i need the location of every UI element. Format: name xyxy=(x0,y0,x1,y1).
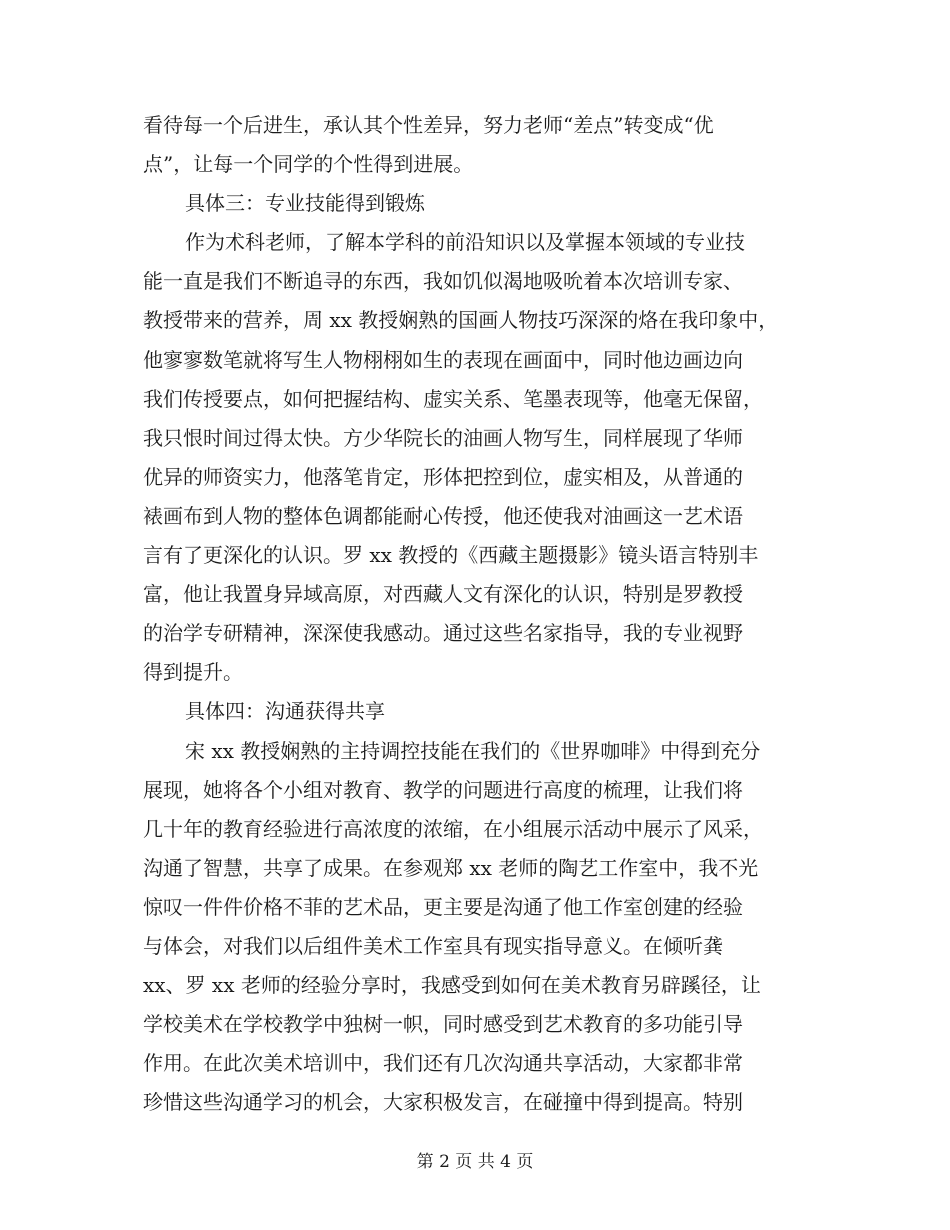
text-line: 沟通了智慧，共享了成果。在参观郑 xx 老师的陶艺工作室中，我不光 xyxy=(143,855,759,880)
text-line: 得到提升。 xyxy=(143,660,243,685)
page-number-footer: 第 2 页 共 4 页 xyxy=(416,1152,534,1172)
text-line: 珍惜这些沟通学习的机会，大家积极发言，在碰撞中得到提高。特别 xyxy=(143,1090,743,1115)
text-line: 言有了更深化的认识。罗 xx 教授的《西藏主题摄影》镜头语言特别丰 xyxy=(143,543,759,568)
text-line: 他寥寥数笔就将写生人物栩栩如生的表现在画面中，同时他边画边向 xyxy=(143,347,743,372)
text-line: 作用。在此次美术培训中，我们还有几次沟通共享活动，大家都非常 xyxy=(143,1051,743,1076)
text-line: 宋 xx 教授娴熟的主持调控技能在我们的《世界咖啡》中得到充分 xyxy=(185,738,761,763)
text-line: 富，他让我置身异域高原，对西藏人文有深化的认识，特别是罗教授 xyxy=(143,582,743,607)
text-line: 点”，让每一个同学的个性得到进展。 xyxy=(143,152,474,177)
text-line: 我们传授要点，如何把握结构、虚实关系、笔墨表现等，他毫无保留， xyxy=(143,386,763,411)
document-body xyxy=(143,106,811,1122)
text-line: 优异的师资实力，他落笔肯定，形体把控到位，虚实相及，从普通的 xyxy=(143,464,743,489)
text-line: 几十年的教育经验进行高浓度的浓缩，在小组展示活动中展示了风采， xyxy=(143,816,763,841)
text-line: 裱画布到人物的整体色调都能耐心传授，他还使我对油画这一艺术语 xyxy=(143,503,743,528)
text-line: 教授带来的营养，周 xx 教授娴熟的国画人物技巧深深的烙在我印象中， xyxy=(143,308,779,333)
text-line: 的治学专研精神，深深使我感动。通过这些名家指导，我的专业视野 xyxy=(143,621,743,646)
text-line: 我只恨时间过得太快。方少华院长的油画人物写生，同样展现了华师 xyxy=(143,425,743,450)
text-line: 能一直是我们不断追寻的东西，我如饥似渴地吸吮着本次培训专家、 xyxy=(143,269,743,294)
text-line: 学校美术在学校教学中独树一帜，同时感受到艺术教育的多功能引导 xyxy=(143,1012,743,1037)
text-line: 具体三：专业技能得到锻炼 xyxy=(185,191,425,216)
text-line: 惊叹一件件价格不菲的艺术品，更主要是沟通了他工作室创建的经验 xyxy=(143,894,743,919)
text-line: 展现，她将各个小组对教育、教学的问题进行高度的梳理，让我们将 xyxy=(143,777,743,802)
text-line: 作为术科老师，了解本学科的前沿知识以及掌握本领域的专业技 xyxy=(185,230,745,255)
text-line: 与体会，对我们以后组件美术工作室具有现实指导意义。在倾听龚 xyxy=(143,933,723,958)
text-line: 看待每一个后进生，承认其个性差异，努力老师“差点”转变成“优 xyxy=(143,113,714,137)
text-line: 具体四：沟通获得共享 xyxy=(185,699,385,724)
text-line: xx、罗 xx 老师的经验分享时，我感受到如何在美术教育另辟蹊径，让 xyxy=(143,973,761,998)
